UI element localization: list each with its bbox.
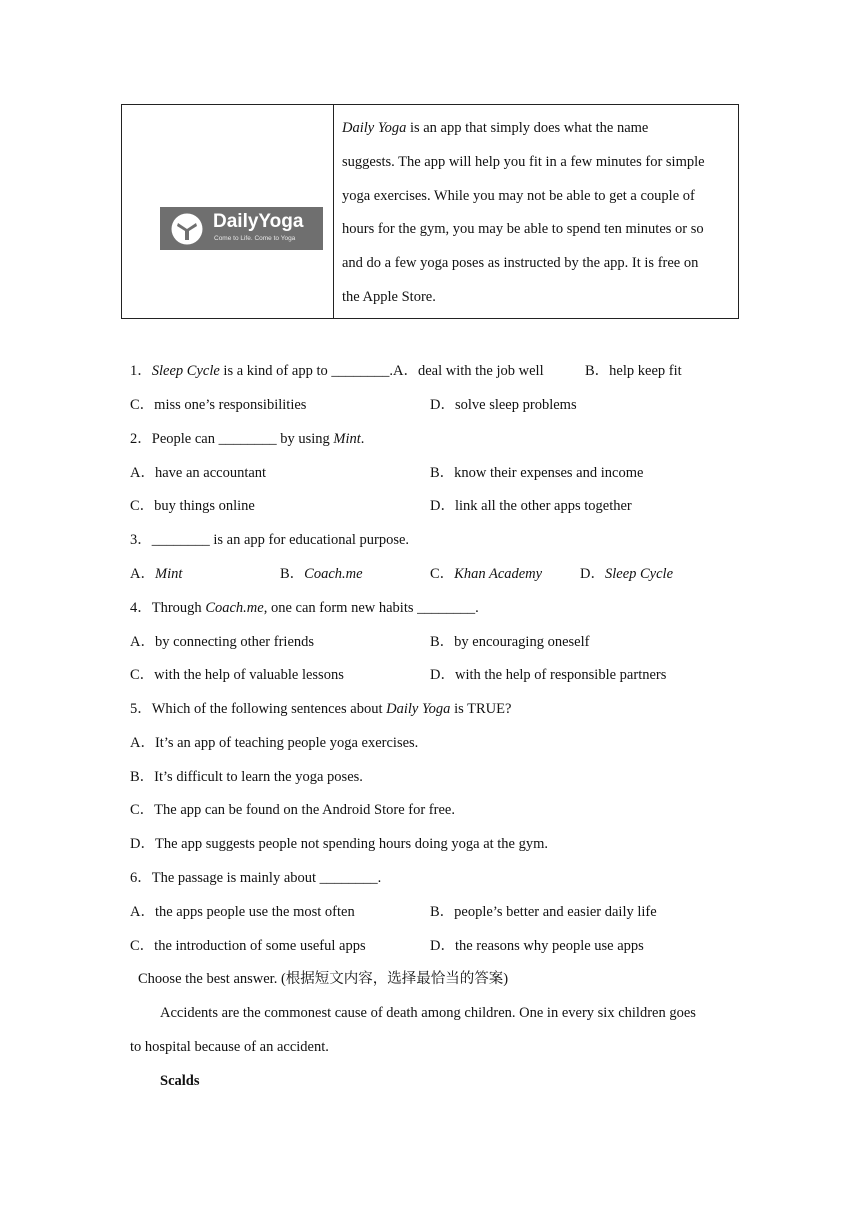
section-instruction: Choose the best answer. (根据短文内容，选择最恰当的答案) <box>138 971 509 987</box>
logo-title: DailyYoga <box>213 211 304 232</box>
question-6-stem: 6．The passage is mainly about ________. <box>130 870 382 886</box>
passage-line-2: suggests. The app will help you fit in a few minutes for simple <box>342 154 705 170</box>
q2-option-d: D．link all the other apps together <box>430 498 632 514</box>
passage-line-5: and do a few yoga poses as instructed by the app. It is free on <box>342 255 699 271</box>
q6-option-a: A．the apps people use the most often <box>130 904 355 920</box>
yoga-airplane-icon <box>170 213 204 245</box>
q5-option-d: D．The app suggests people not spending hours doing yoga at the gym. <box>130 836 549 852</box>
q5-option-b: B．It’s difficult to learn the yoga poses. <box>130 769 363 785</box>
logo-tagline: Come to Life. Come to Yoga <box>214 235 296 242</box>
question-4-stem: 4．Through Coach.me, one can form new habits ________. <box>130 600 479 616</box>
q5-option-a: A．It’s an app of teaching people yoga exercises. <box>130 735 419 751</box>
q6-option-d: D．the reasons why people use apps <box>430 938 644 954</box>
q1-option-d: D．solve sleep problems <box>430 397 577 413</box>
passage-line-1: Daily Yoga is an app that simply does what the name <box>342 120 649 136</box>
q1-option-b: B．help keep fit <box>585 363 682 379</box>
q4-option-c: C．with the help of valuable lessons <box>130 667 344 683</box>
question-5-stem: 5．Which of the following sentences about Daily Yoga is TRUE? <box>130 701 512 717</box>
q5-option-c: C．The app can be found on the Android Store for free. <box>130 802 455 818</box>
question-2-stem: 2．People can ________ by using Mint. <box>130 431 365 447</box>
q2-option-c: C．buy things online <box>130 498 255 514</box>
q4-option-b: B．by encouraging oneself <box>430 634 590 650</box>
passage-line-4: hours for the gym, you may be able to spend ten minutes or so <box>342 221 704 237</box>
q3-option-d: D．Sleep Cycle <box>580 566 674 582</box>
q3-option-c: C．Khan Academy <box>430 566 543 582</box>
question-1-stem: 1．Sleep Cycle is a kind of app to ________.A．deal with the job well <box>130 363 544 379</box>
q4-option-d: D．with the help of responsible partners <box>430 667 667 683</box>
passage-app-name: Daily Yoga <box>342 120 407 136</box>
passage-line-3: yoga exercises. While you may not be able to get a couple of <box>342 188 695 204</box>
q1-option-c: C．miss one’s responsibilities <box>130 397 307 413</box>
q6-option-b: B．people’s better and easier daily life <box>430 904 657 920</box>
q1-option-a: A．deal with the job well <box>392 363 544 379</box>
q4-option-a: A．by connecting other friends <box>130 634 315 650</box>
q6-option-c: C．the introduction of some useful apps <box>130 938 366 954</box>
q3-option-b: B．Coach.me <box>280 566 363 582</box>
section-heading: Scalds <box>160 1073 200 1089</box>
passage-line-6: the Apple Store. <box>342 289 436 305</box>
q2-option-b: B．know their expenses and income <box>430 465 644 481</box>
q3-option-a: A．Mint <box>130 566 183 582</box>
table-column-divider <box>333 104 334 319</box>
question-3-stem: 3．________ is an app for educational purpose. <box>130 532 410 548</box>
daily-yoga-logo <box>160 207 323 250</box>
q2-option-a: A．have an accountant <box>130 465 267 481</box>
section-paragraph-line-2: to hospital because of an accident. <box>130 1039 329 1055</box>
section-paragraph-line-1: Accidents are the commonest cause of death among children. One in every six children goes <box>160 1005 696 1021</box>
